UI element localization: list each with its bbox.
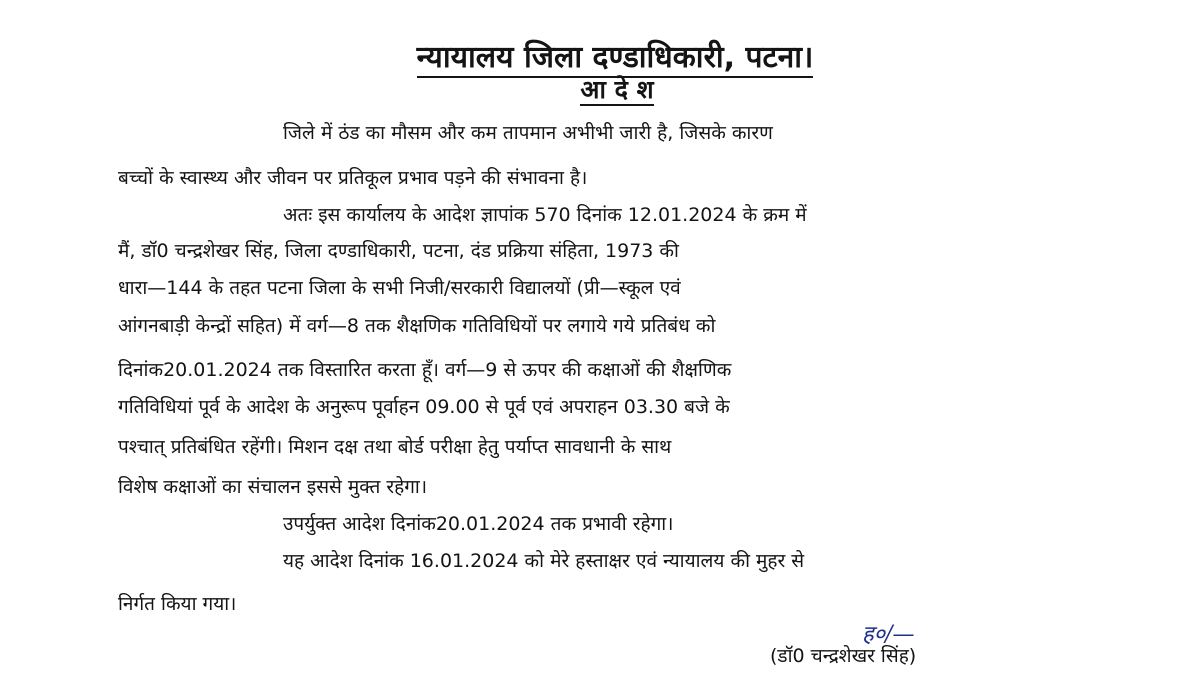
document-title: न्यायालय जिला दण्डाधिकारी, पटना। xyxy=(417,40,814,78)
body-line-7: दिनांक20.01.2024 तक विस्तारित करता हूँ। वर्ग—9 से ऊपर की कक्षाओं की शैक्षणिक xyxy=(118,359,732,381)
document-subtitle-row xyxy=(0,73,1200,107)
body-line-1: जिले में ठंड का मौसम और कम तापमान अभीभी जारी है, जिसके कारण xyxy=(283,122,773,144)
document-title-row xyxy=(0,38,1200,78)
body-line-12: यह आदेश दिनांक 16.01.2024 को मेरे हस्ताक्षर एवं न्यायालय की मुहर से xyxy=(283,550,805,572)
document-subtitle: आ दे श xyxy=(580,75,654,104)
body-line-10: विशेष कक्षाओं का संचालन इससे मुक्त रहेगा। xyxy=(118,476,428,498)
signature-mark: ह०/— xyxy=(862,622,915,647)
body-line-13: निर्गत किया गया। xyxy=(118,593,237,615)
body-line-9: पश्चात् प्रतिबंधित रहेंगी। मिशन दक्ष तथा बोर्ड परीक्षा हेतु पर्याप्त सावधानी के साथ xyxy=(118,436,672,458)
signatory-name: (डॉ0 चन्द्रशेखर सिंह) xyxy=(770,645,917,667)
body-line-5: धारा—144 के तहत पटना जिला के सभी निजी/सरकारी विद्यालयों (प्री—स्कूल एवं xyxy=(118,277,681,299)
body-line-6: आंगनबाड़ी केन्द्रों सहित) में वर्ग—8 तक शैक्षणिक गतिविधियों पर लगाये गये प्रतिबंध को xyxy=(118,315,716,337)
body-line-3: अतः इस कार्यालय के आदेश ज्ञापांक 570 दिनांक 12.01.2024 के क्रम में xyxy=(283,204,807,226)
body-line-2: बच्चों के स्वास्थ्य और जीवन पर प्रतिकूल प्रभाव पड़ने की संभावना है। xyxy=(118,167,588,189)
body-line-8: गतिविधियां पूर्व के आदेश के अनुरूप पूर्वाहन 09.00 से पूर्व एवं अपराहन 03.30 बजे के xyxy=(118,396,730,418)
body-line-4: मैं, डॉ0 चन्द्रशेखर सिंह, जिला दण्डाधिकारी, पटना, दंड प्रक्रिया संहिता, 1973 की xyxy=(118,240,679,262)
body-line-11: उपर्युक्त आदेश दिनांक20.01.2024 तक प्रभावी रहेगा। xyxy=(283,513,674,535)
